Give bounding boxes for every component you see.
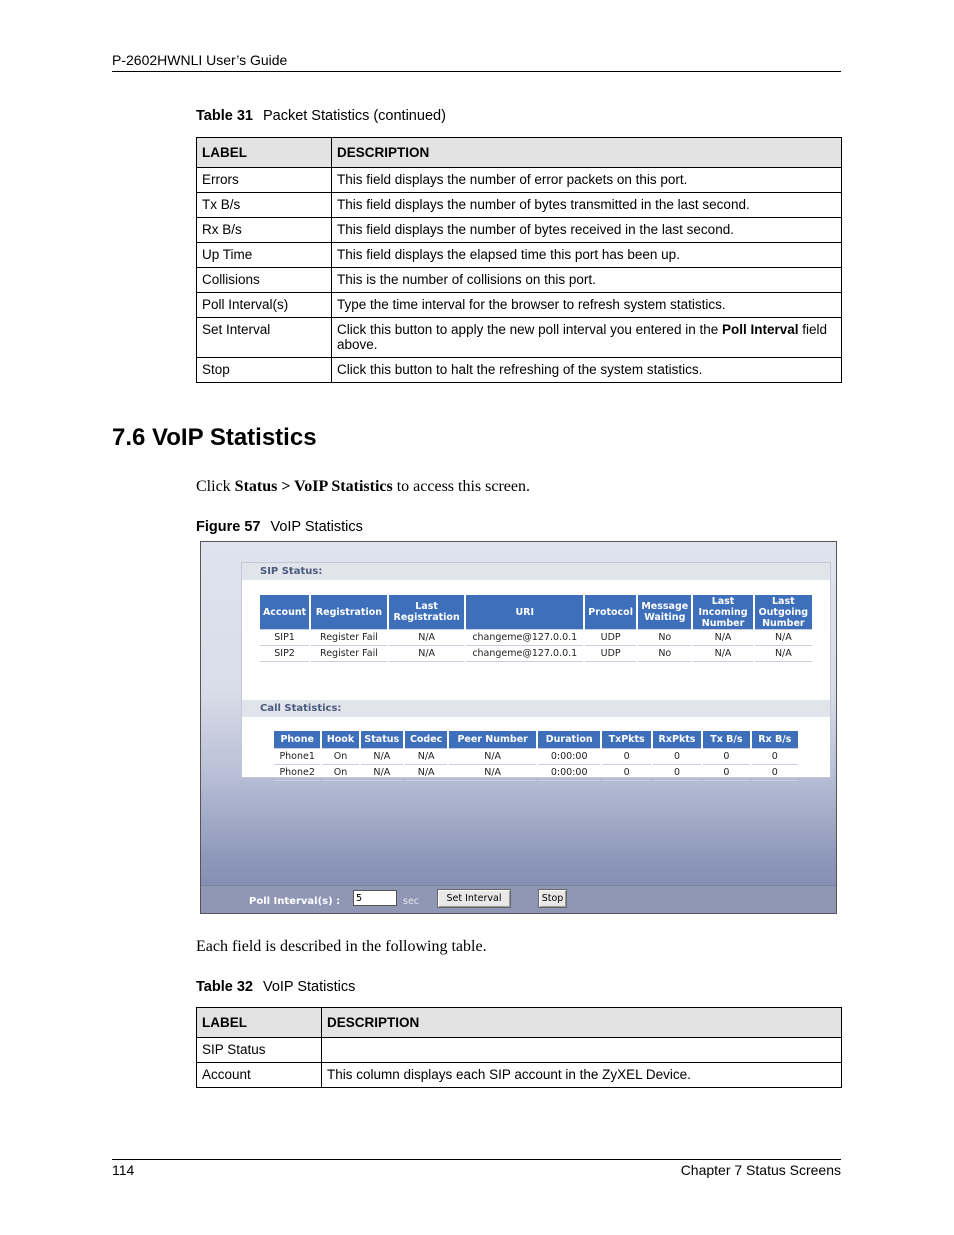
poll-unit-label: sec [403, 896, 420, 907]
desc-text: field above. [337, 322, 828, 352]
call-cell: 0 [752, 764, 798, 781]
intro-text: Click [196, 478, 235, 495]
figure-caption-text: VoIP Statistics [270, 519, 363, 535]
chapter-title: Chapter 7 Status Screens [680, 1162, 841, 1178]
row-label: Set Interval [197, 318, 332, 358]
table-row [197, 168, 842, 193]
body-text: Each field is described in the following table. [196, 938, 487, 955]
call-cell: N/A [405, 764, 447, 781]
table31-col-label: LABEL [197, 138, 332, 168]
intro-text: to access this screen. [392, 478, 530, 495]
call-cell: N/A [361, 764, 403, 781]
table32-caption [196, 979, 355, 995]
sip-col-header: URI [466, 595, 583, 629]
table32-col-label: LABEL [197, 1008, 322, 1038]
sip-col-header: Protocol [585, 595, 636, 629]
call-col-header: TxPkts [602, 731, 650, 748]
sip-cell: SIP2 [260, 645, 309, 662]
sip-cell: changeme@127.0.0.1 [466, 629, 583, 645]
row-label: SIP Status [197, 1038, 322, 1063]
call-cell: 0:00:00 [538, 764, 600, 781]
sip-cell: UDP [585, 629, 636, 645]
sip-cell: SIP1 [260, 629, 309, 645]
row-description [322, 1038, 842, 1063]
call-cell: On [322, 764, 358, 781]
sip-col-header: Account [260, 595, 309, 629]
call-cell: N/A [449, 764, 536, 781]
row-description: This column displays each SIP account in the ZyXEL Device. [322, 1063, 842, 1088]
header-rule [112, 71, 841, 72]
row-label: Tx B/s [197, 193, 332, 218]
row-description: This field displays the number of bytes received in the last second. [332, 218, 842, 243]
running-header: P-2602HWNLI User’s Guide [112, 52, 288, 68]
table-row [197, 358, 842, 383]
call-col-header: Phone [274, 731, 320, 748]
table31-caption-text: Packet Statistics (continued) [262, 108, 446, 124]
sip-cell: N/A [693, 645, 752, 662]
intro-path: Status > VoIP Statistics [234, 478, 393, 495]
table32-header-row [197, 1008, 842, 1038]
table31-col-description: DESCRIPTION [332, 138, 842, 168]
call-statistics-title: Call Statistics: [242, 700, 830, 717]
poll-interval-input[interactable] [353, 890, 397, 906]
call-cell: N/A [449, 748, 536, 764]
sip-col-header: Last Outgoing Number [755, 595, 812, 629]
call-cell: 0 [703, 748, 749, 764]
sip-cell: N/A [389, 629, 465, 645]
table31-caption [196, 108, 446, 124]
call-col-header: Tx B/s [703, 731, 749, 748]
row-description: This field displays the elapsed time this port has been up. [332, 243, 842, 268]
call-cell: 0 [653, 764, 701, 781]
row-label: Stop [197, 358, 332, 383]
table-row [197, 218, 842, 243]
call-col-header: RxPkts [653, 731, 701, 748]
call-cell: N/A [405, 748, 447, 764]
row-label: Account [197, 1063, 322, 1088]
call-cell: 0:00:00 [538, 748, 600, 764]
status-panel [241, 562, 831, 778]
table32 [196, 1007, 842, 1088]
sip-col-header: Registration [311, 595, 387, 629]
table-row [197, 1038, 842, 1063]
table-row [260, 629, 812, 645]
row-label: Errors [197, 168, 332, 193]
stop-button[interactable]: Stop [538, 889, 567, 908]
sip-cell: Register Fail [311, 629, 387, 645]
call-cell: Phone1 [274, 748, 320, 764]
poll-bar [201, 885, 836, 914]
table-row [274, 764, 798, 781]
sip-cell: UDP [585, 645, 636, 662]
table31-caption-number: Table 31 [196, 108, 253, 124]
table-row [197, 318, 842, 358]
call-statistics-table [272, 731, 800, 781]
sip-col-header: Last Registration [389, 595, 465, 629]
table32-col-description: DESCRIPTION [322, 1008, 842, 1038]
table-row [197, 1063, 842, 1088]
call-cell: N/A [361, 748, 403, 764]
row-label: Poll Interval(s) [197, 293, 332, 318]
sip-cell: N/A [755, 645, 812, 662]
sip-cell: No [638, 645, 691, 662]
voip-statistics-screenshot [200, 541, 837, 914]
call-header-row [274, 731, 798, 748]
table-row [197, 243, 842, 268]
sip-header-row [260, 595, 812, 629]
sip-cell: N/A [389, 645, 465, 662]
sip-col-header: Last Incoming Number [693, 595, 752, 629]
figure-caption-number: Figure 57 [196, 519, 261, 535]
row-label: Up Time [197, 243, 332, 268]
row-description: This is the number of collisions on this port. [332, 268, 842, 293]
call-cell: Phone2 [274, 764, 320, 781]
call-cell: 0 [602, 748, 650, 764]
sip-cell: No [638, 629, 691, 645]
footer-rule [112, 1159, 841, 1160]
sip-cell: N/A [693, 629, 752, 645]
table32-caption-text: VoIP Statistics [262, 979, 356, 995]
call-col-header: Rx B/s [752, 731, 798, 748]
section-intro [196, 478, 530, 496]
call-col-header: Codec [405, 731, 447, 748]
call-cell: 0 [752, 748, 798, 764]
table32-caption-number: Table 32 [196, 979, 253, 995]
call-cell: 0 [653, 748, 701, 764]
call-cell: 0 [602, 764, 650, 781]
page-number: 114 [112, 1162, 135, 1178]
table31-header-row [197, 138, 842, 168]
call-cell: 0 [703, 764, 749, 781]
table-row [197, 193, 842, 218]
table-row [260, 645, 812, 662]
poll-interval-label: Poll Interval(s) : [249, 896, 341, 907]
sip-status-table [258, 595, 814, 662]
sip-cell: N/A [755, 629, 812, 645]
call-col-header: Hook [322, 731, 358, 748]
sip-cell: Register Fail [311, 645, 387, 662]
sip-col-header: Message Waiting [638, 595, 691, 629]
table-row [197, 268, 842, 293]
row-description: Type the time interval for the browser to refresh system statistics. [332, 293, 842, 318]
call-col-header: Status [361, 731, 403, 748]
table-row [274, 748, 798, 764]
call-cell: On [322, 748, 358, 764]
row-label: Rx B/s [197, 218, 332, 243]
desc-text: Click this button to apply the new poll interval you entered in the [337, 322, 722, 337]
table-row [197, 293, 842, 318]
row-description: Click this button to halt the refreshing of the system statistics. [332, 358, 842, 383]
call-col-header: Duration [538, 731, 600, 748]
row-label: Collisions [197, 268, 332, 293]
call-col-header: Peer Number [449, 731, 536, 748]
row-description: This field displays the number of error packets on this port. [332, 168, 842, 193]
desc-bold: Poll Interval [721, 322, 799, 337]
sip-status-title: SIP Status: [242, 563, 830, 580]
figure57-caption [196, 519, 363, 535]
section-heading: 7.6 VoIP Statistics [112, 424, 317, 451]
row-description [332, 318, 842, 358]
table31 [196, 137, 842, 383]
row-description: This field displays the number of bytes transmitted in the last second. [332, 193, 842, 218]
set-interval-button[interactable]: Set Interval [437, 889, 511, 908]
sip-cell: changeme@127.0.0.1 [466, 645, 583, 662]
